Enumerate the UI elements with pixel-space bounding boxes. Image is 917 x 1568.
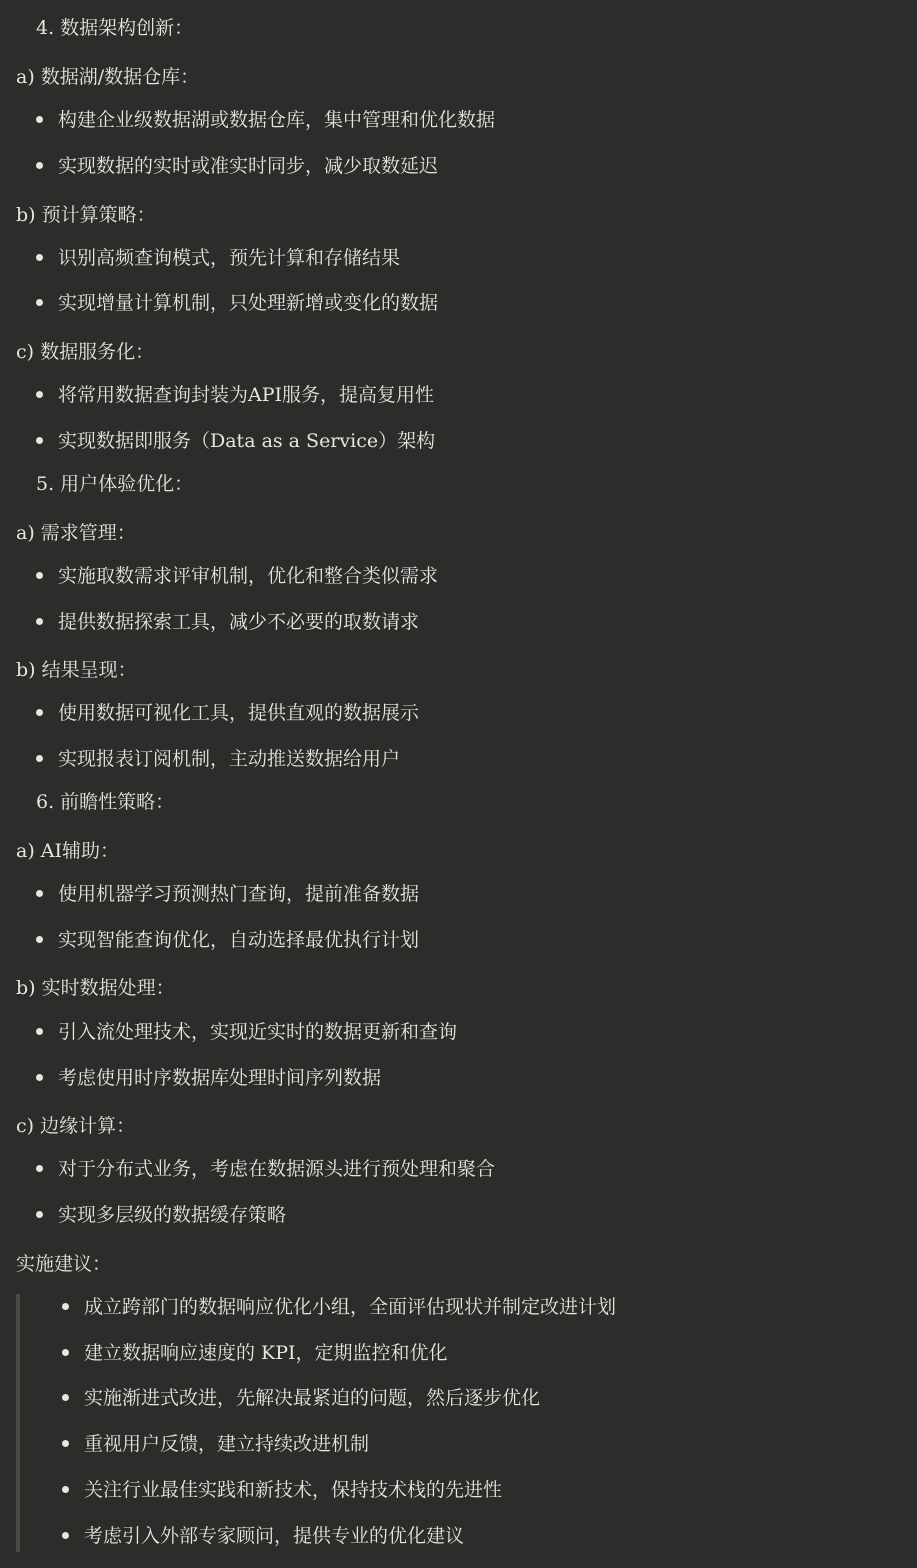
list-item [36, 926, 419, 954]
recommendation-item [62, 1476, 502, 1504]
recommendation-item [62, 1522, 464, 1550]
list-item [36, 381, 434, 409]
list-item-text: 将常用数据查询封装为API服务，提高复用性 [58, 384, 435, 406]
section-heading: 4. 数据架构创新： [36, 17, 194, 39]
recommendation-text: 重视用户反馈，建立持续改进机制 [84, 1433, 370, 1455]
section-heading: 6. 前瞻性策略： [36, 791, 175, 813]
list-item [36, 289, 438, 317]
bullet-dot-icon [36, 1074, 43, 1081]
subsection-label: a) 需求管理： [16, 522, 136, 544]
list-item [36, 608, 419, 636]
list-item [36, 244, 400, 272]
recommendations-heading: 实施建议： [16, 1253, 112, 1275]
list-item-text: 使用机器学习预测热门查询，提前准备数据 [58, 883, 420, 905]
list-item [36, 1018, 457, 1046]
bullet-dot-icon [36, 1211, 43, 1218]
bullet-dot-icon [36, 936, 43, 943]
bullet-dot-icon [62, 1303, 69, 1310]
list-item [36, 880, 419, 908]
bullet-dot-icon [36, 299, 43, 306]
recommendation-text: 考虑引入外部专家顾问，提供专业的优化建议 [84, 1525, 465, 1547]
bullet-dot-icon [36, 1028, 43, 1035]
bullet-dot-icon [62, 1486, 69, 1493]
bullet-dot-icon [62, 1394, 69, 1401]
list-item [36, 1064, 381, 1092]
list-item-text: 对于分布式业务，考虑在数据源头进行预处理和聚合 [58, 1158, 496, 1180]
list-item-text: 实现数据的实时或准实时同步，减少取数延迟 [58, 155, 439, 177]
list-item [36, 1201, 286, 1229]
bullet-dot-icon [36, 162, 43, 169]
bullet-dot-icon [36, 709, 43, 716]
subsection-label: c) 边缘计算： [16, 1115, 136, 1137]
recommendation-item [62, 1430, 369, 1458]
subsection-label: b) 预计算策略： [16, 204, 156, 226]
blockquote-bar [16, 1294, 20, 1552]
list-item-text: 实现智能查询优化，自动选择最优执行计划 [58, 929, 420, 951]
list-item [36, 745, 400, 773]
bullet-dot-icon [62, 1440, 69, 1447]
bullet-dot-icon [36, 890, 43, 897]
subsection-label: c) 数据服务化： [16, 341, 155, 363]
bullet-dot-icon [36, 437, 43, 444]
subsection-label: a) AI辅助： [16, 840, 120, 862]
list-item [36, 106, 495, 134]
recommendation-text: 成立跨部门的数据响应优化小组，全面评估现状并制定改进计划 [84, 1296, 617, 1318]
recommendation-item [62, 1384, 540, 1412]
bullet-dot-icon [36, 254, 43, 261]
section-heading: 5. 用户体验优化： [36, 473, 194, 495]
bullet-dot-icon [36, 1165, 43, 1172]
bullet-dot-icon [36, 618, 43, 625]
list-item [36, 699, 419, 727]
list-item-text: 实现多层级的数据缓存策略 [58, 1204, 287, 1226]
recommendation-item [62, 1293, 616, 1321]
list-item-text: 实现数据即服务（Data as a Service）架构 [58, 430, 436, 452]
bullet-dot-icon [36, 572, 43, 579]
list-item-text: 提供数据探索工具，减少不必要的取数请求 [58, 611, 420, 633]
bullet-dot-icon [36, 391, 43, 398]
list-item-text: 实现增量计算机制，只处理新增或变化的数据 [58, 292, 439, 314]
list-item-text: 识别高频查询模式，预先计算和存储结果 [58, 247, 401, 269]
bullet-dot-icon [62, 1532, 69, 1539]
recommendation-text: 关注行业最佳实践和新技术，保持技术栈的先进性 [84, 1479, 503, 1501]
list-item-text: 实施取数需求评审机制，优化和整合类似需求 [58, 565, 439, 587]
list-item-text: 构建企业级数据湖或数据仓库，集中管理和优化数据 [58, 109, 496, 131]
list-item-text: 使用数据可视化工具，提供直观的数据展示 [58, 702, 420, 724]
list-item [36, 427, 435, 455]
recommendation-item [62, 1339, 448, 1367]
subsection-label: a) 数据湖/数据仓库： [16, 66, 200, 88]
subsection-label: b) 结果呈现： [16, 659, 137, 681]
recommendation-text: 实施渐进式改进，先解决最紧迫的问题，然后逐步优化 [84, 1387, 541, 1409]
bullet-dot-icon [62, 1349, 69, 1356]
bullet-dot-icon [36, 116, 43, 123]
list-item [36, 152, 438, 180]
list-item-text: 考虑使用时序数据库处理时间序列数据 [58, 1067, 382, 1089]
list-item [36, 1155, 495, 1183]
subsection-label: b) 实时数据处理： [16, 977, 175, 999]
recommendation-text: 建立数据响应速度的 KPI，定期监控和优化 [84, 1342, 448, 1364]
list-item [36, 562, 438, 590]
list-item-text: 引入流处理技术，实现近实时的数据更新和查询 [58, 1021, 458, 1043]
bullet-dot-icon [36, 755, 43, 762]
list-item-text: 实现报表订阅机制，主动推送数据给用户 [58, 748, 401, 770]
